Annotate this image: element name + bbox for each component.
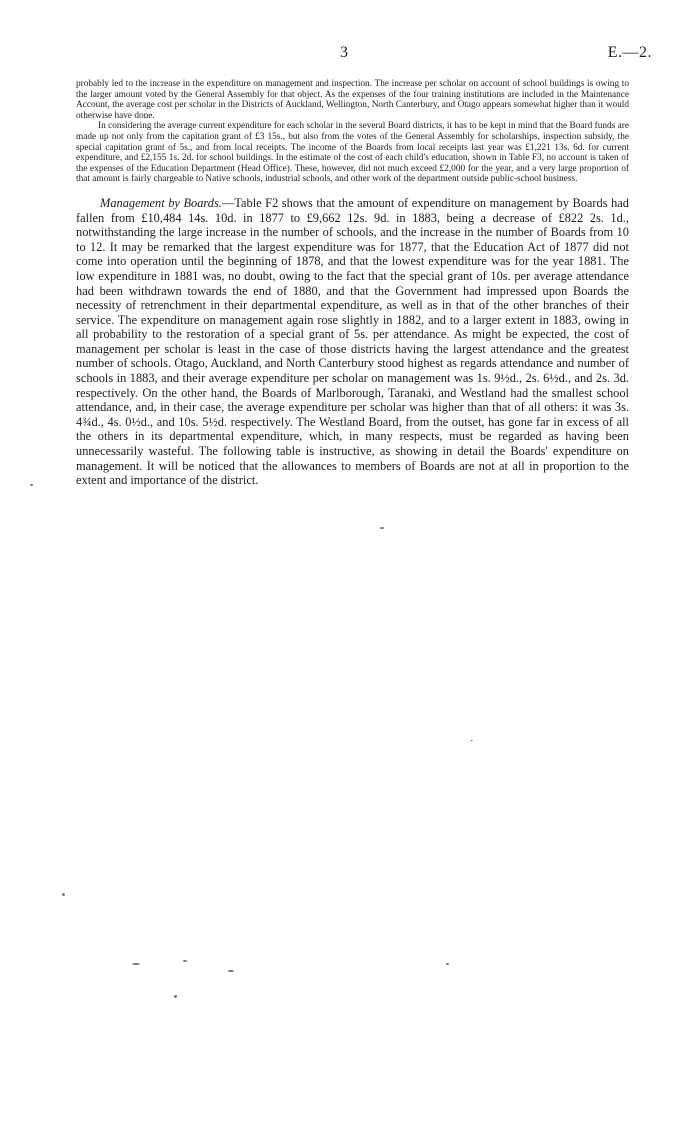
page-header bbox=[0, 44, 700, 66]
scan-speck bbox=[446, 963, 449, 965]
scan-speck bbox=[174, 995, 177, 998]
document-body bbox=[76, 79, 629, 488]
report-code: E.—2. bbox=[607, 44, 652, 61]
section-title-management-by-boards: Management by Boards. bbox=[100, 195, 222, 210]
scan-speck bbox=[183, 960, 187, 962]
paragraph-management-body: —Table F2 shows that the amount of expenditure on management by Boards had fallen from £10,484 14s. 10d. in 1877 to £9,662 12s. 9d. in 1883, being a decrease of £822 2s. 1d., notwithstanding the large increase in the number of schools, and the increase in the number of Boards from 10 to 12. It may be remarked that the largest expenditure was for 1877, that the Education Act of 1877 did not come into operation until the beginning of 1878, and that the lowest expenditure was for the year 1881. The low expenditure in 1881 was, no doubt, owing to the fact that the special grant of 10s. per average attendance had been withdrawn towards the end of 1880, and that the Government had impressed upon Boards the necessity of retrenchment in their departmental expenditure, as well as in that of the other branches of their service. The expenditure on management again rose slightly in 1882, and to a larger extent in 1883, owing in all probability to the restoration of a special grant of 5s. per attendance. As might be expected, the cost of management per scholar is least in the case of those districts having the largest attendance and the greatest number of schools. Otago, Auckland, and North Canterbury stood highest as regards attendance and number of schools in 1883, and their average expenditure per scholar on management was 1s. 9½d., 2s. 6½d., and 2s. 3d. respectively. On the other hand, the Boards of Marlborough, Taranaki, and Westland had the smallest school attendance, and, in their case, the average expenditure per scholar was higher than that of all others: it was 3s. 4¾d., 4s. 0½d., and 10s. 5½d. respectively. The Westland Board, from the outset, has gone far in excess of all the others in its departmental expenditure, which, in many respects, must be regarded as having been unnecessarily wasteful. The following table is instructive, as showing in detail the Boards' expenditure on management. It will be noticed that the allowances to members of Boards are not at all in proportion to the extent and importance of the district. bbox=[76, 195, 629, 488]
paragraph-management-by-boards bbox=[76, 196, 629, 488]
page-number: 3 bbox=[340, 44, 348, 61]
scan-speck bbox=[62, 893, 65, 896]
paragraph-expenditure-increase: probably led to the increase in the expenditure on management and inspection. The increase per scholar on account of school buildings is owing to the larger amount voted by the General Assembly for that object. As the expenses of the four training institutions are included in the Maintenance Account, the average cost per scholar in the Districts of Auckland, Wellington, North Canterbury, and Otago appears somewhat higher than it would otherwise have done. bbox=[76, 79, 629, 121]
scan-speck bbox=[470, 740, 473, 741]
paragraph-current-expenditure: In considering the average current expenditure for each scholar in the several Board districts, it has to be kept in mind that the Board funds are made up not only from the capitation grant of £3 15s., but also from the votes of the General Assembly for scholarships, inspection subsidy, the special capitation grant of 5s., and from local receipts. The income of the Boards from local receipts last year was £1,221 13s. 6d. for current expenditure, and £2,155 1s. 2d. for school buildings. In the estimate of the cost of each child's education, shown in Table F3, no account is taken of the expenses of the Education Department (Head Office). These, however, did not much exceed £2,000 for the year, and a very large proportion of that amount is fairly chargeable to Native schools, industrial schools, and other work of the department outside public-school business. bbox=[76, 121, 629, 185]
scan-speck bbox=[380, 527, 384, 529]
scan-speck bbox=[132, 963, 140, 965]
scan-speck bbox=[228, 970, 234, 972]
scan-speck bbox=[30, 484, 33, 486]
